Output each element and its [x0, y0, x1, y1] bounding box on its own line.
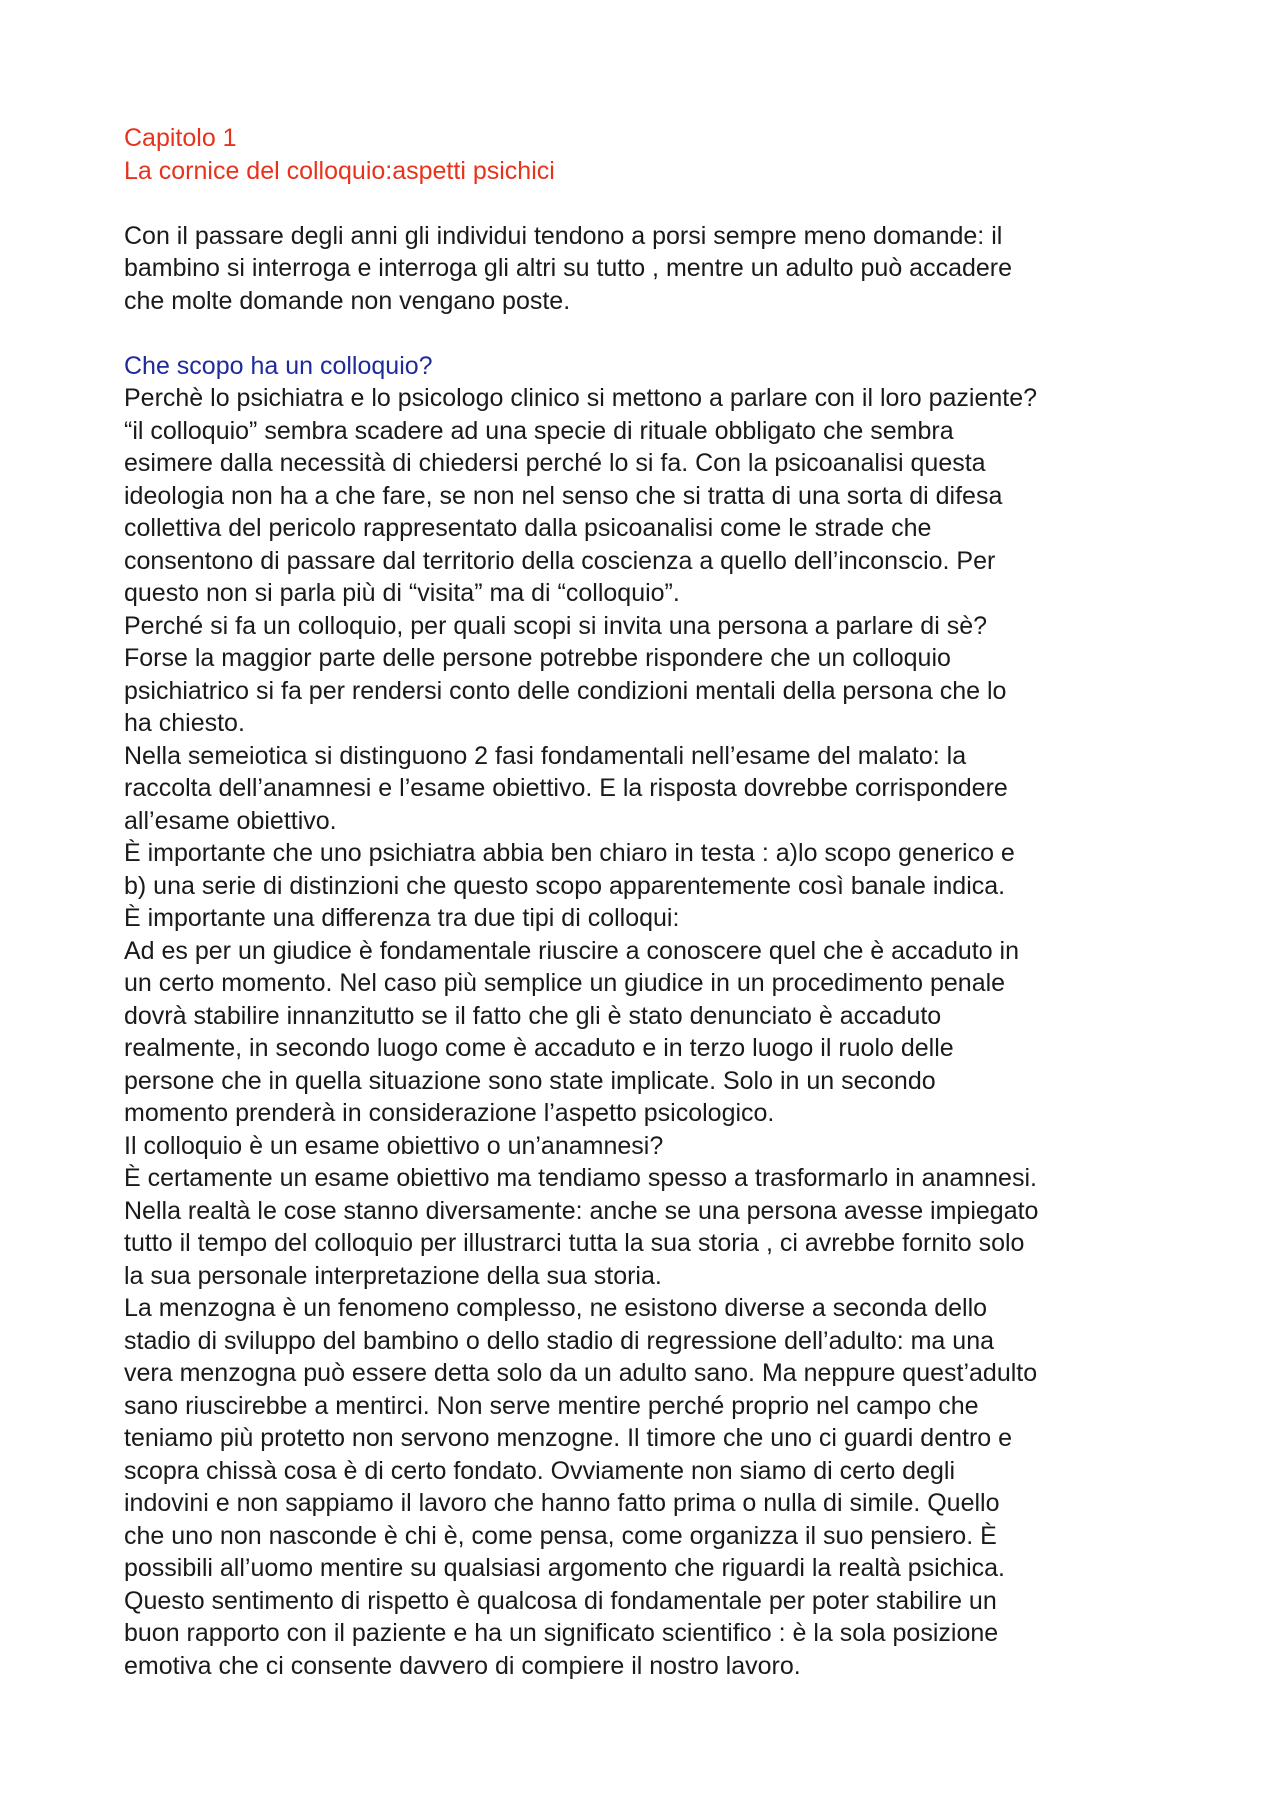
- text-line: collettiva del pericolo rappresentato dalla psicoanalisi come le strade che: [124, 514, 932, 542]
- text-line: Ad es per un giudice è fondamentale riuscire a conoscere quel che è accaduto in: [124, 936, 1020, 965]
- body-text: [124, 382, 1184, 1682]
- text-line: stadio di sviluppo del bambino o dello stadio di regressione dell’adulto: ma una: [124, 1326, 994, 1355]
- text-line: È certamente un esame obiettivo ma tendiamo spesso a trasformarlo in anamnesi.: [124, 1164, 1037, 1192]
- text-line: esimere dalla necessità di chiedersi perché lo si fa. Con la psicoanalisi questa: [124, 449, 986, 477]
- spacer: [124, 187, 1184, 220]
- text-line: dovrà stabilire innanzitutto se il fatto che gli è stato denunciato è accaduto: [124, 1001, 942, 1030]
- text-line: realmente, in secondo luogo come è accaduto e in terzo luogo il ruolo delle: [124, 1034, 954, 1062]
- text-line: È importante una differenza tra due tipi di colloqui:: [124, 904, 680, 932]
- text-line: vera menzogna può essere detta solo da un adulto sano. Ma neppure quest’adulto: [124, 1359, 1038, 1387]
- text-line: ha chiesto.: [124, 709, 245, 737]
- text-line: ideologia non ha a che fare, se non nel senso che si tratta di una sorta di difesa: [124, 481, 1003, 510]
- text-line: un certo momento. Nel caso più semplice un giudice in un procedimento penale: [124, 969, 1006, 997]
- text-line: momento prenderà in considerazione l’aspetto psicologico.: [124, 1099, 775, 1127]
- text-line: Forse la maggior parte delle persone potrebbe rispondere che un colloquio: [124, 644, 951, 672]
- text-line: b) una serie di distinzioni che questo scopo apparentemente così banale indica.: [124, 871, 1006, 900]
- text-line: “il colloquio” sembra scadere ad una specie di rituale obbligato che sembra: [124, 416, 954, 445]
- text-line: Con il passare degli anni gli individui tendono a porsi sempre meno domande: il: [124, 221, 1003, 250]
- text-line: la sua personale interpretazione della sua storia.: [124, 1261, 662, 1290]
- text-line: Perché si fa un colloquio, per quali scopi si invita una persona a parlare di sè?: [124, 611, 988, 640]
- text-line: questo non si parla più di “visita” ma di “colloquio”.: [124, 579, 680, 607]
- text-line: consentono di passare dal territorio della coscienza a quello dell’inconscio. Per: [124, 546, 996, 575]
- chapter-label: Capitolo 1: [124, 124, 237, 152]
- text-line: possibili all’uomo mentire su qualsiasi argomento che riguardi la realtà psichica.: [124, 1554, 1005, 1582]
- text-line: raccolta dell’anamnesi e l’esame obiettivo. E la risposta dovrebbe corrispondere: [124, 774, 1008, 802]
- text-line: che uno non nasconde è chi è, come pensa, come organizza il suo pensiero. È: [124, 1521, 997, 1550]
- text-line: sano riuscirebbe a mentirci. Non serve mentire perché proprio nel campo che: [124, 1391, 979, 1420]
- text-line: bambino si interroga e interroga gli altri su tutto , mentre un adulto può accadere: [124, 254, 1013, 282]
- text-line: all’esame obiettivo.: [124, 806, 337, 835]
- text-line: Nella realtà le cose stanno diversamente: anche se una persona avesse impiegato: [124, 1196, 1039, 1225]
- text-line: Il colloquio è un esame obiettivo o un’anamnesi?: [124, 1131, 664, 1160]
- text-line: La menzogna è un fenomeno complesso, ne esistono diverse a seconda dello: [124, 1294, 988, 1322]
- text-line: indovini e non sappiamo il lavoro che hanno fatto prima o nulla di simile. Quello: [124, 1489, 1000, 1517]
- chapter-title: La cornice del colloquio:aspetti psichici: [124, 156, 555, 185]
- text-line: teniamo più protetto non servono menzogne. Il timore che uno ci guardi dentro e: [124, 1424, 1013, 1452]
- text-line: Perchè lo psichiatra e lo psicologo clinico si mettono a parlare con il loro paziente?: [124, 384, 1038, 412]
- spacer: [124, 317, 1184, 350]
- text-line: Questo sentimento di rispetto è qualcosa di fondamentale per poter stabilire un: [124, 1586, 997, 1615]
- text-line: che molte domande non vengano poste.: [124, 286, 571, 315]
- text-line: emotiva che ci consente davvero di compiere il nostro lavoro.: [124, 1651, 801, 1680]
- text-line: tutto il tempo del colloquio per illustrarci tutta la sua storia , ci avrebbe fornito solo: [124, 1229, 1025, 1257]
- text-line: Nella semeiotica si distinguono 2 fasi fondamentali nell’esame del malato: la: [124, 741, 967, 770]
- intro-paragraph: [124, 220, 1184, 318]
- text-line: È importante che uno psichiatra abbia ben chiaro in testa : a)lo scopo generico e: [124, 839, 1015, 867]
- text-line: buon rapporto con il paziente e ha un significato scientifico : è la sola posizione: [124, 1619, 999, 1647]
- text-line: scopra chissà cosa è di certo fondato. Ovviamente non siamo di certo degli: [124, 1456, 955, 1485]
- document-content: [124, 122, 1184, 1682]
- section-heading: Che scopo ha un colloquio?: [124, 351, 433, 380]
- text-line: persone che in quella situazione sono state implicate. Solo in un secondo: [124, 1066, 936, 1095]
- text-line: psichiatrico si fa per rendersi conto delle condizioni mentali della persona che lo: [124, 676, 1007, 705]
